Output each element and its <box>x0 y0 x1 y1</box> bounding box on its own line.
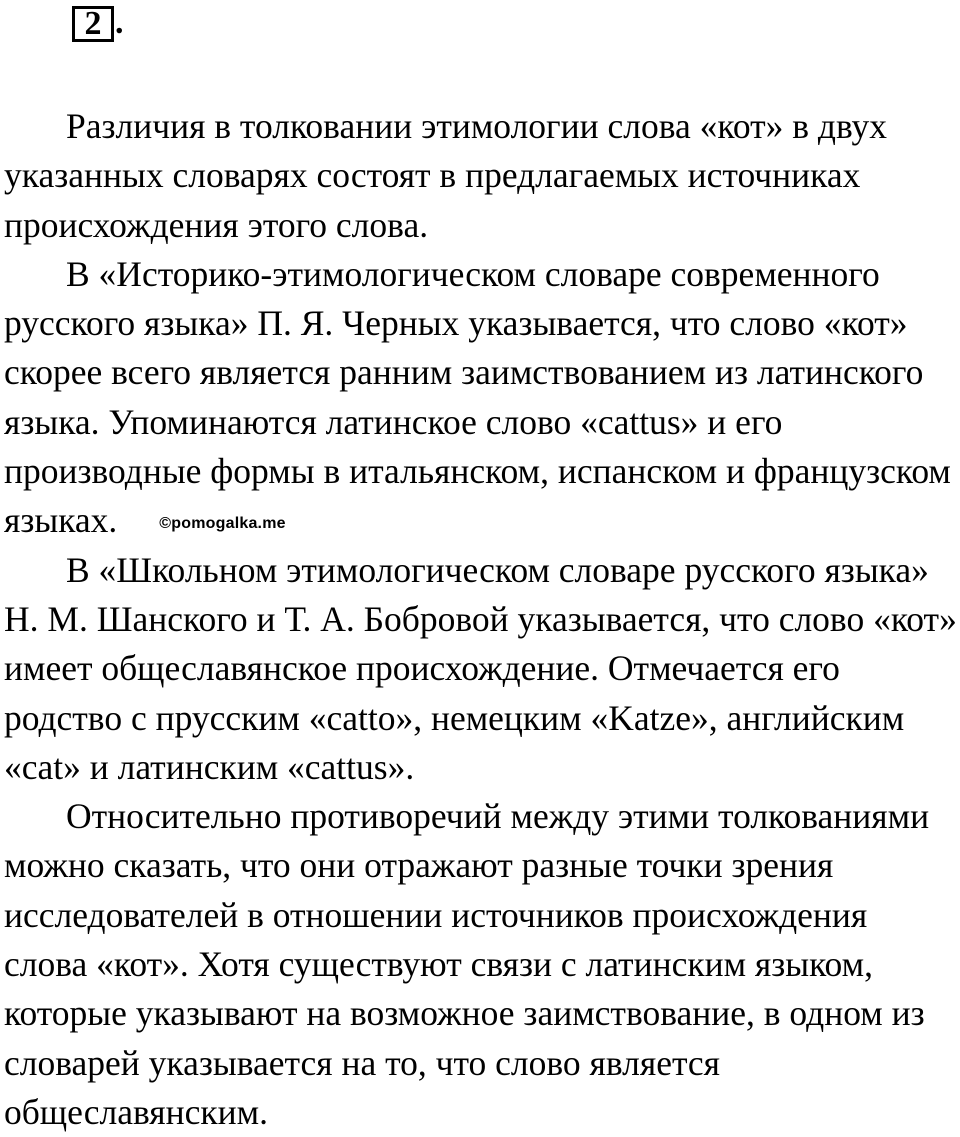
task-number-box <box>72 6 114 42</box>
paragraph-2-text: В «Историко-этимологическом словаре современного русского языка» П. Я. Черных указывается, что слово «кот» скорее всего является ранним заимствованием из латинского языка. Упоминаются латинское слово «cattus» и его производные формы в итальянском, испанском и французском языках. <box>4 253 951 541</box>
paragraph-3: В «Школьном этимологическом словаре русского языка» Н. М. Шанского и Т. А. Бобровой указывается, что слово «кот» имеет общеславянское происхождение. Отмечается его родство с прусским «catto», немецким «Katze», английским «cat» и латинским «cattus». <box>4 549 957 787</box>
task-number: 2 <box>84 5 102 42</box>
paragraph-1: Различия в толковании этимологии слова «кот» в двух указанных словарях состоят в предлагаемых источниках происхождения этого слова. <box>4 106 887 245</box>
task-number-dot: . <box>115 4 124 41</box>
paragraph-4: Относительно противоречий между этими толкованиями можно сказать, что они отражают разные точки зрения исследователей в отношении источников происхождения слова «кот». Хотя существуют связи с латинским языком, которые указывают на возможное заимствование, в одном из словарей указывается на то, что слово является общеславянским. <box>4 796 930 1132</box>
answer-text <box>4 102 958 1137</box>
paragraph-2 <box>4 250 958 546</box>
watermark: ©pomogalka.me <box>159 515 286 533</box>
